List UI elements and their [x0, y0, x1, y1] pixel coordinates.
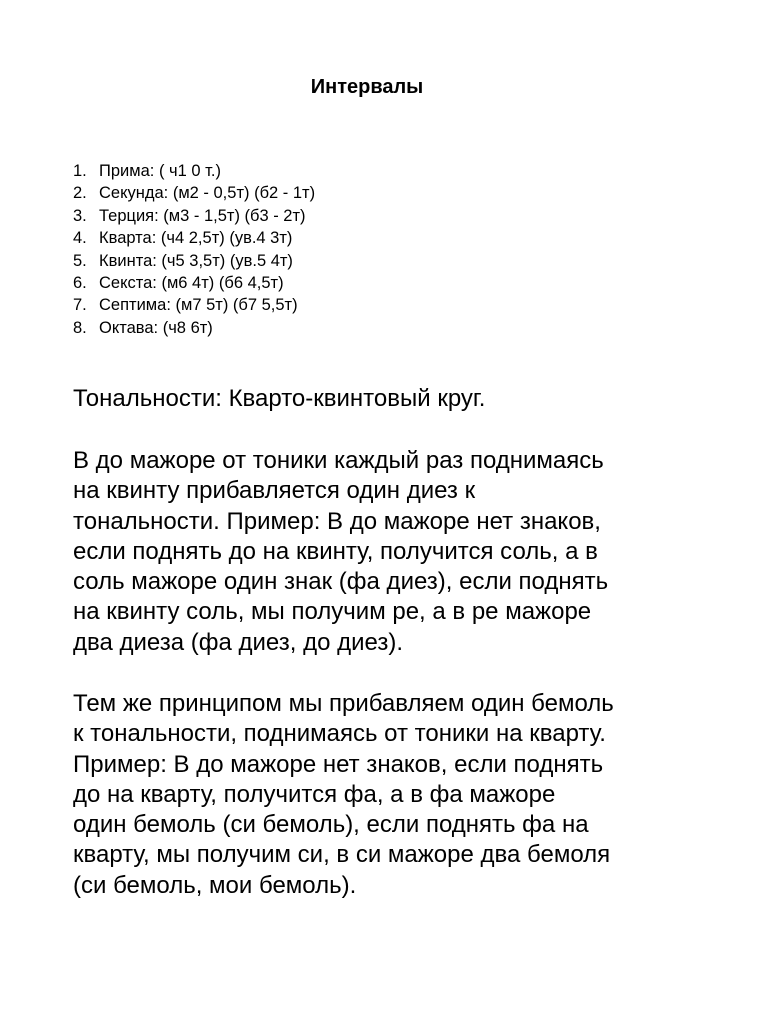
- paragraph-line: к тональности, поднимаясь от тоники на кварту.: [73, 720, 606, 748]
- paragraph-line: Пример: В до мажоре нет знаков, если поднять: [73, 750, 604, 778]
- list-item-number: 8.: [73, 318, 87, 337]
- list-item: [73, 294, 315, 316]
- list-item: [73, 227, 315, 249]
- intervals-list: [73, 160, 315, 339]
- list-item-number: 2.: [73, 184, 87, 203]
- list-item-number: 6.: [73, 274, 87, 293]
- list-item-number: 1.: [73, 162, 87, 180]
- paragraph-line: на квинту прибавляется один диез к: [73, 477, 476, 505]
- paragraph-line: кварту, мы получим си, в си мажоре два бемоля: [73, 841, 611, 869]
- list-item-number: 3.: [73, 206, 87, 225]
- list-item-text: Терция: (м3 - 1,5т) (б3 - 2т): [99, 206, 306, 225]
- tonality-heading-text: Тональности: Кварто-квинтовый круг.: [73, 385, 486, 412]
- list-item-text: Секста: (м6 4т) (б6 4,5т): [99, 274, 284, 293]
- paragraph-line: (си бемоль, мои бемоль).: [73, 871, 357, 899]
- flats-paragraph: [73, 689, 733, 901]
- page-title: [0, 74, 768, 100]
- paragraph-line: соль мажоре один знак (фа диез), если поднять: [73, 568, 609, 596]
- list-item-text: Октава: (ч8 6т): [99, 318, 213, 337]
- list-item: [73, 160, 315, 182]
- list-item-number: 5.: [73, 251, 87, 270]
- list-item: [73, 317, 315, 339]
- list-item: [73, 182, 315, 204]
- paragraph-line: на квинту соль, мы получим ре, а в ре мажоре: [73, 598, 592, 626]
- list-item: [73, 250, 315, 272]
- paragraph-line: тональности. Пример: В до мажоре нет знаков,: [73, 507, 601, 535]
- list-item-text: Секунда: (м2 - 0,5т) (б2 - 1т): [99, 184, 316, 203]
- list-item-text: Кварта: (ч4 2,5т) (ув.4 3т): [99, 229, 293, 248]
- paragraph-line: В до мажоре от тоники каждый раз поднимаясь: [73, 447, 604, 474]
- paragraph-line: до на кварту, получится фа, а в фа мажоре: [73, 780, 556, 808]
- paragraph-line: Тем же принципом мы прибавляем один бемоль: [73, 690, 614, 717]
- list-item-text: Прима: ( ч1 0 т.): [99, 162, 221, 180]
- paragraph-line: два диеза (фа диез, до диез).: [73, 628, 403, 656]
- list-item-number: 4.: [73, 229, 87, 248]
- page-title-text: Интервалы: [310, 76, 424, 98]
- list-item-number: 7.: [73, 296, 87, 315]
- paragraph-line: если поднять до на квинту, получится соль, а в: [73, 537, 598, 565]
- list-item: [73, 272, 315, 294]
- paragraph-line: один бемоль (си бемоль), если поднять фа на: [73, 811, 589, 839]
- sharps-paragraph: [73, 446, 733, 658]
- list-item-text: Квинта: (ч5 3,5т) (ув.5 4т): [99, 251, 293, 270]
- tonality-heading: [73, 384, 733, 414]
- list-item: [73, 205, 315, 227]
- list-item-text: Септима: (м7 5т) (б7 5,5т): [99, 296, 298, 315]
